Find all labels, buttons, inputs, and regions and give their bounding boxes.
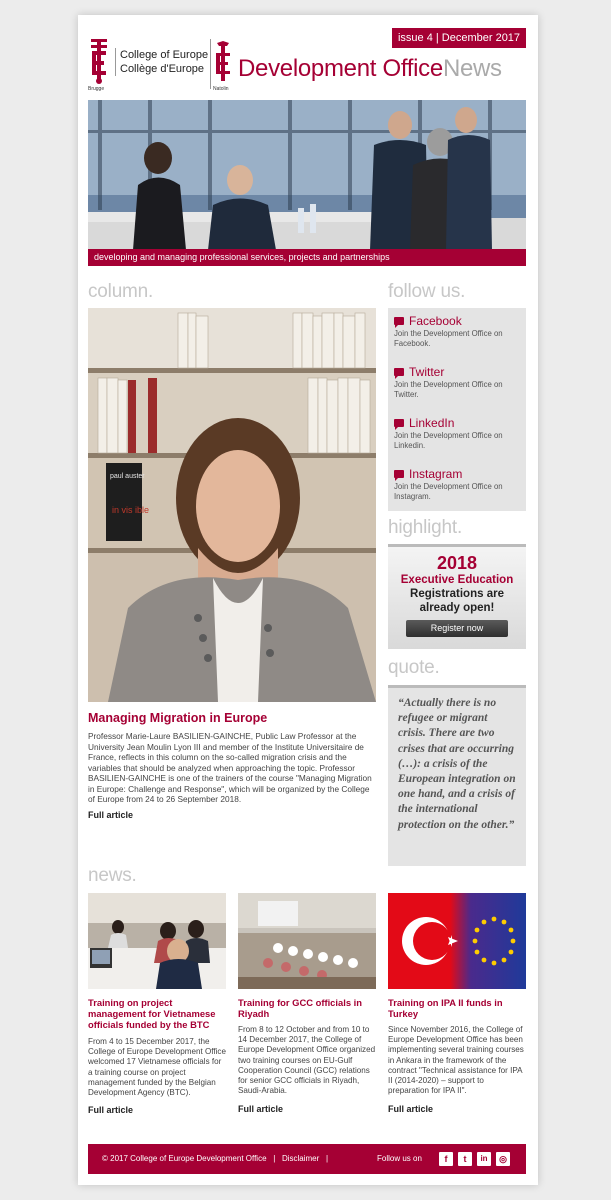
college-name-fr: Collège d'Europe [120,63,205,75]
turkey-eu-flag-illustration [388,893,526,989]
newsletter-title [238,55,502,83]
follow-item-instagram[interactable] [394,467,508,502]
news-image-vietnam[interactable] [88,893,226,989]
highlight-panel [388,544,526,649]
news-title-turkey[interactable]: Training on IPA II funds in Turkey [388,997,503,1019]
follow-item-label[interactable]: LinkedIn [409,416,455,430]
title-main: Development Office [238,55,443,82]
facebook-icon[interactable]: f [439,1152,453,1166]
follow-item-desc: Join the Development Office on Instagram. [394,482,503,501]
news-text-gcc: From 8 to 12 October and from 10 to 14 December 2017, the College of Europe Development Office organized two training courses on EU-Gulf Cooperation Council (GCC) relations for senior GCC officials in Riyadh, Saudi-Arabia. [238,1025,376,1096]
section-title-follow: follow us. [388,281,466,302]
news-full-article-link[interactable]: Full article [238,1104,284,1114]
footer-separator: | [273,1154,276,1163]
register-now-button[interactable]: Register now [406,620,508,637]
follow-item-facebook[interactable] [394,314,508,349]
footer-left [102,1154,328,1163]
column-photo-illustration [88,308,376,702]
follow-item-desc: Join the Development Office on Twitter. [394,380,503,399]
speech-bubble-icon [394,470,404,478]
hero-image [88,100,526,250]
bruges-label: Brugge [88,86,105,92]
column-article-title[interactable]: Managing Migration in Europe [88,711,268,725]
newsletter [78,15,538,1185]
hero-photo-illustration [88,100,526,250]
news-title-gcc[interactable]: Training for GCC officials in Riyadh [238,997,362,1019]
news-text-turkey: Since November 2016, the College of Europe Development Office has been implementing several training courses in Ankara in the framework of the contract "Technical assistance for IPA II (2014-2020) – support to preparation for IPA II". [388,1025,524,1096]
section-title-highlight: highlight. [388,517,463,538]
highlight-year: 2018 [436,553,478,573]
book-spine-2: in vis ible [112,505,150,515]
news-photo-illustration [238,893,376,989]
column-full-article-link[interactable]: Full article [88,810,134,820]
college-of-europe-logo [88,37,110,85]
logo-divider [210,39,211,89]
linkedin-icon[interactable]: in [477,1152,491,1166]
column-photo [88,308,376,702]
follow-item-desc: Join the Development Office on Linkedin. [394,431,503,450]
issue-badge: issue 4 | December 2017 [392,28,526,48]
news-photo-illustration [88,893,226,989]
news-full-article-link[interactable]: Full article [388,1104,434,1114]
follow-item-label[interactable]: Facebook [409,314,462,328]
news-title-vietnam[interactable]: Training on project management for Vietnamese officials funded by the BTC [88,997,216,1030]
section-title-quote: quote. [388,657,440,678]
news-image-turkey-eu[interactable] [388,893,526,989]
follow-item-label[interactable]: Instagram [409,467,463,481]
news-image-gcc[interactable] [238,893,376,989]
news-full-article-link[interactable]: Full article [88,1105,134,1115]
natolin-logo [213,41,233,83]
disclaimer-link[interactable]: Disclaimer [281,1154,320,1163]
speech-bubble-icon [394,368,404,376]
face [196,450,280,562]
news-text-vietnam: From 4 to 15 December 2017, the College of Europe Development Office welcomed 17 Vietnamese officials for a training course on project management funded by the Belgian Development Agency (BTC). [88,1037,226,1098]
twitter-icon[interactable]: t [458,1152,472,1166]
follow-panel [388,308,526,511]
highlight-program: Executive Education [400,574,514,586]
quote-panel: “Actually there is no refugee or migrant crisis. There are two crises that are occurring (…): a crisis of the European integration on one hand, and a crisis of the international protection on the other.” [388,685,526,866]
college-name [115,48,208,76]
book-spine-1: paul auster [110,473,145,480]
section-title-column: column. [88,281,154,302]
title-news: News [442,55,502,82]
follow-item-desc: Join the Development Office on Facebook. [394,329,503,348]
hero-tagline: developing and managing professional services, projects and partnerships [88,249,526,266]
column-article-text: Professor Marie-Laure BASILIEN-GAINCHE, Public Law Professor at the University Jean Moulin Lyon III and member of the Institute Universitaire de France, reflects in this column on the so-called migration crisis and the variables that should be analyzed when approaching the topic. Professor BASILIEN-GAINCHE is one of the trainers of the course "Managing Migration in Europe: Challenge and Response", which will be organized by the College of Europe from 24 to 26 September 2018. [88,731,372,804]
follow-item-twitter[interactable] [394,365,508,400]
highlight-line1: Registrations are [410,588,504,600]
footer-follow-label: Follow us on [377,1154,422,1163]
speech-bubble-icon [394,317,404,325]
footer [88,1144,526,1174]
natolin-label: Natolin [213,86,229,92]
college-name-en: College of Europe [120,49,209,61]
follow-item-linkedin[interactable] [394,416,508,451]
footer-copyright: © 2017 College of Europe Development Office [102,1154,267,1163]
instagram-icon[interactable]: ◎ [496,1152,510,1166]
follow-item-label[interactable]: Twitter [409,365,445,379]
speech-bubble-icon [394,419,404,427]
highlight-line2: already open! [419,602,495,614]
section-title-news: news. [88,865,137,886]
footer-separator: | [325,1154,329,1163]
